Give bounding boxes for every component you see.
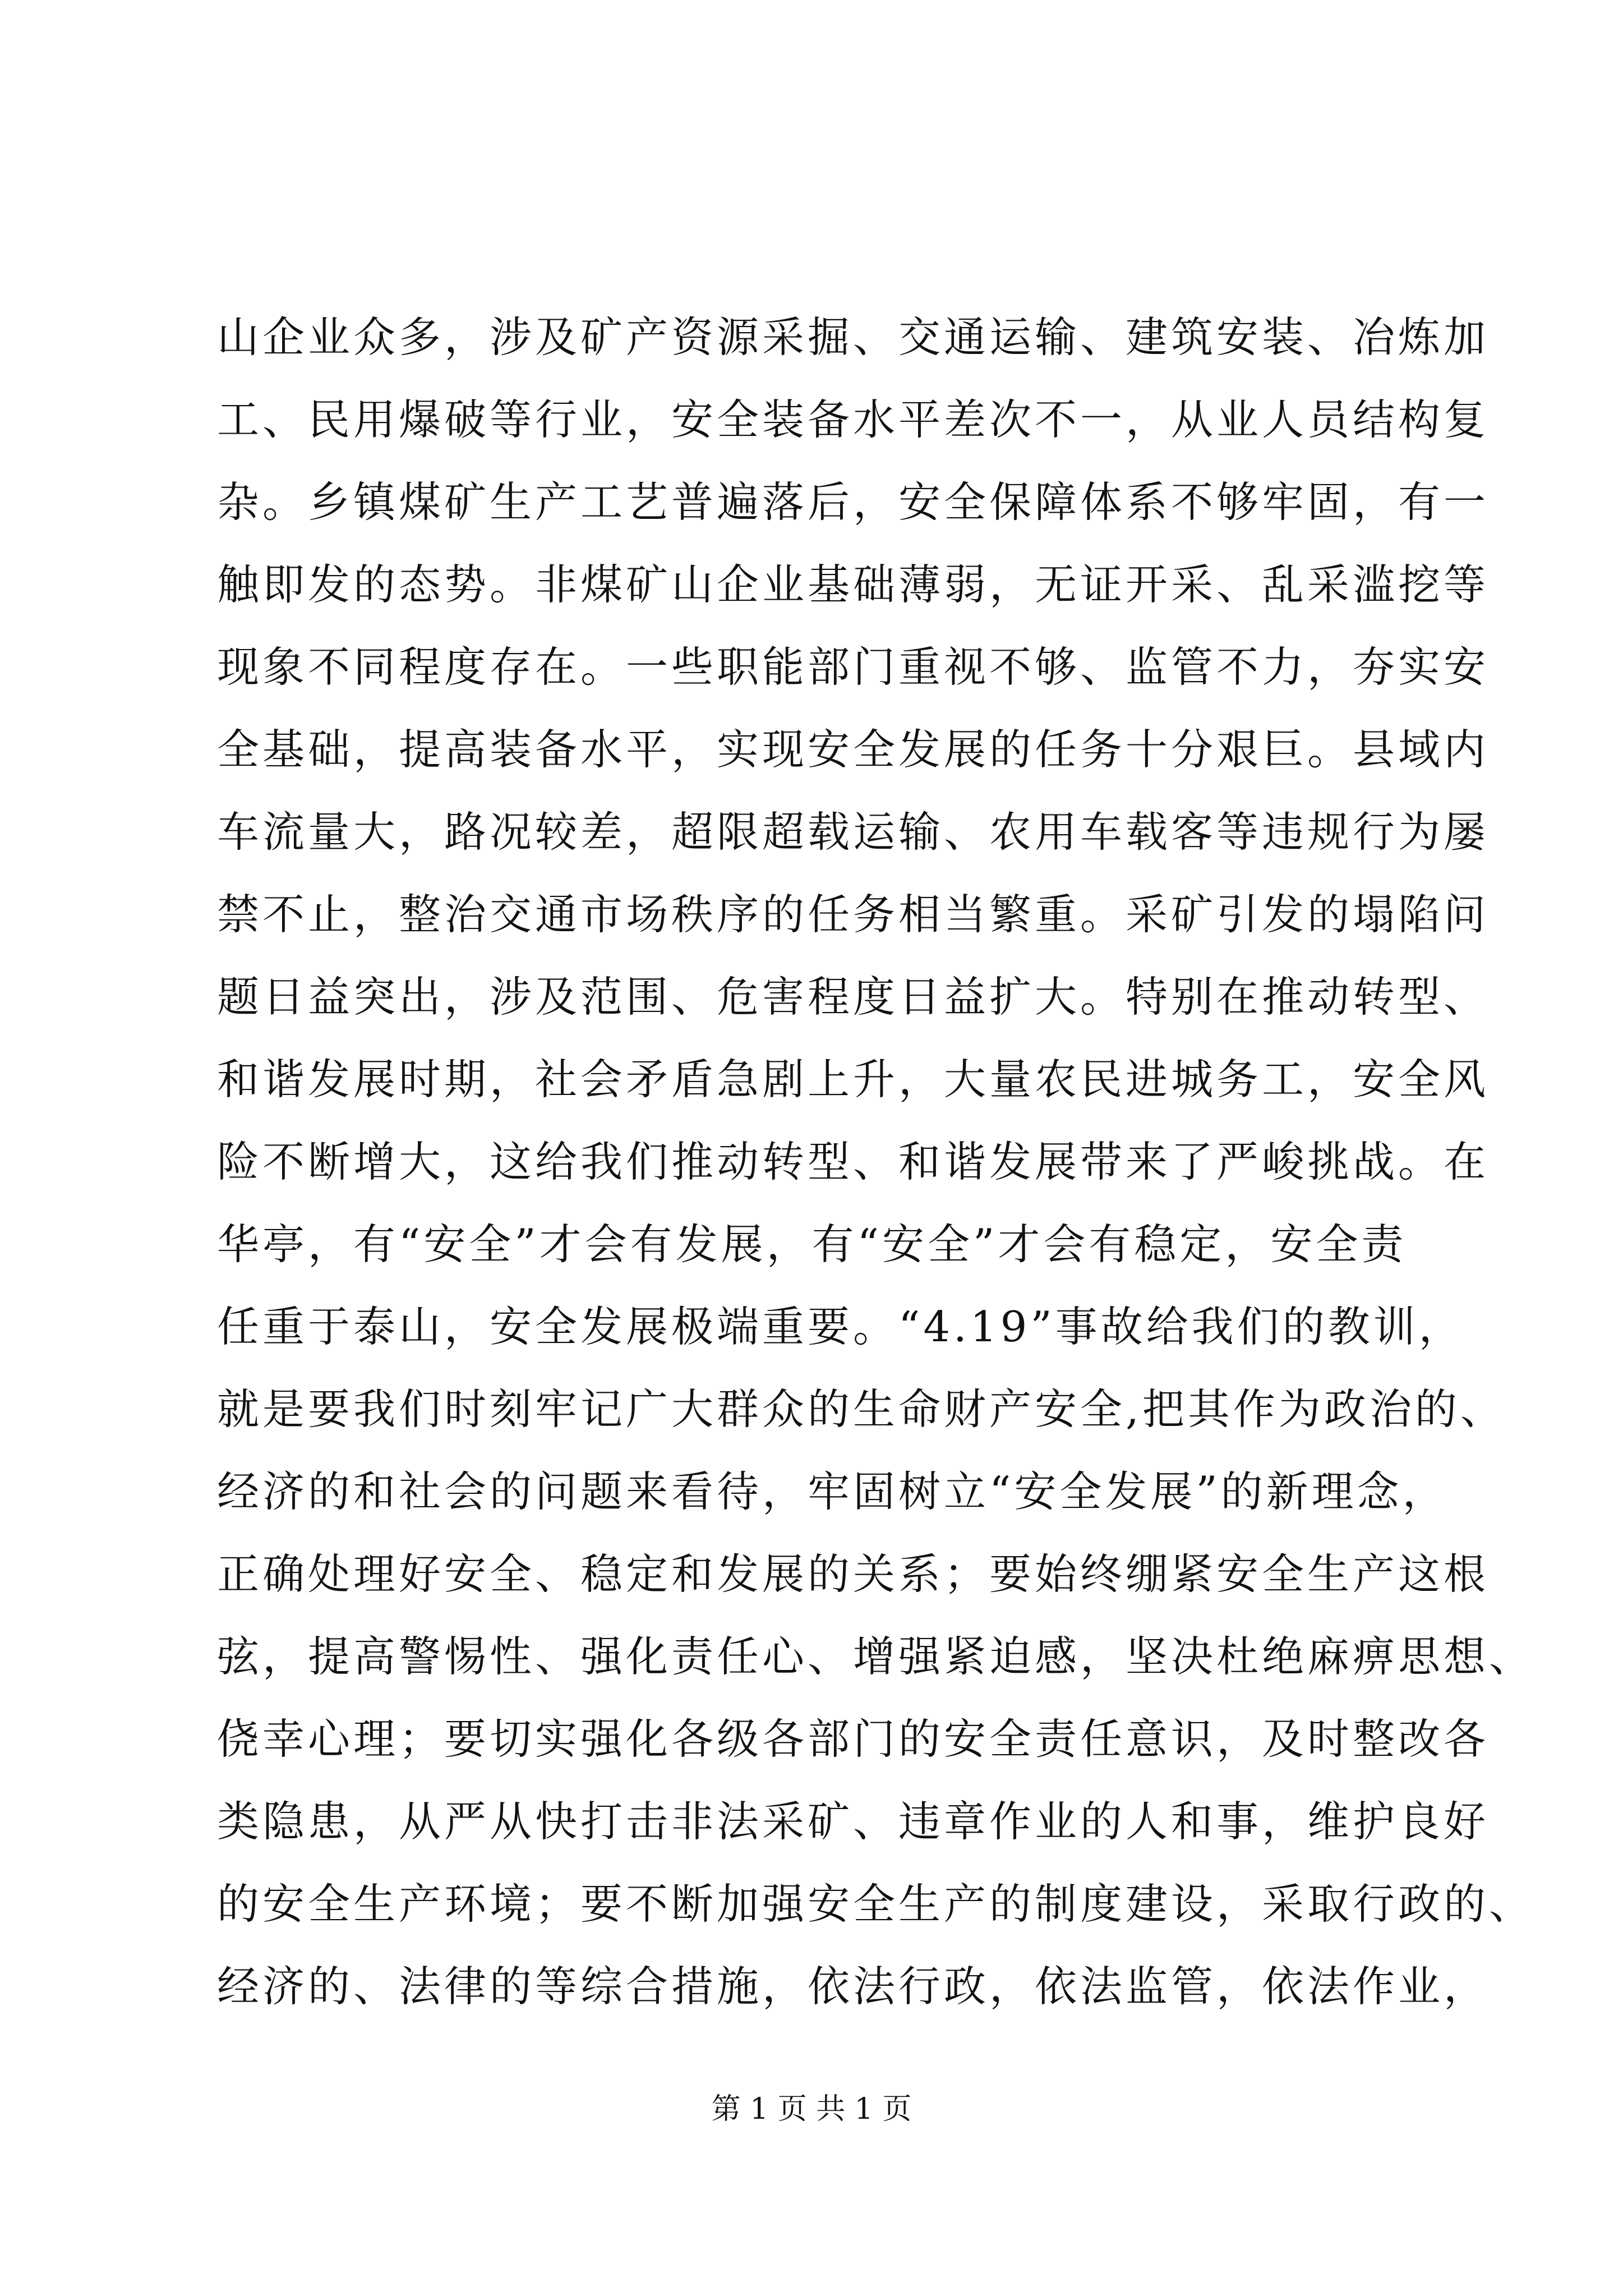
text-line: 杂。乡镇煤矿生产工艺普遍落后，安全保障体系不够牢固，有一 [217,477,1490,527]
text-line: 经济的和社会的问题来看待，牢固树立“安全发展”的新理念， [217,1467,1448,1516]
text-line: 现象不同程度存在。一些职能部门重视不够、监管不力，夯实安 [217,642,1490,692]
text-line: 禁不止，整治交通市场秩序的任务相当繁重。采矿引发的塌陷问 [217,890,1490,939]
page-number-label: 第 1 页 共 1 页 [711,2092,912,2126]
text-line: 险不断增大，这给我们推动转型、和谐发展带来了严峻挑战。在 [217,1137,1490,1186]
text-line: 和谐发展时期，社会矛盾急剧上升，大量农民进城务工，安全风 [217,1055,1490,1104]
text-line: 经济的、法律的等综合措施，依法行政，依法监管，依法作业， [217,1962,1490,2011]
text-line: 类隐患，从严从快打击非法采矿、违章作业的人和事，维护良好 [217,1797,1490,1846]
text-line: 正确处理好安全、稳定和发展的关系；要始终绷紧安全生产这根 [217,1549,1490,1599]
text-line: 工、民用爆破等行业，安全装备水平差次不一，从业人员结构复 [217,395,1490,444]
text-line: 弦，提高警惕性、强化责任心、增强紧迫感，坚决杜绝麻痹思想、 [217,1632,1535,1681]
text-line: 任重于泰山，安全发展极端重要。“4.19”事故给我们的教训， [217,1302,1464,1351]
text-line: 就是要我们时刻牢记广大群众的生命财产安全,把其作为政治的、 [217,1384,1506,1434]
text-line: 的安全生产环境；要不断加强安全生产的制度建设，采取行政的、 [217,1879,1535,1929]
text-line: 车流量大，路况较差，超限超载运输、农用车载客等违规行为屡 [217,807,1490,857]
text-line: 题日益突出，涉及范围、危害程度日益扩大。特别在推动转型、 [217,972,1490,1022]
text-line: 山企业众多，涉及矿产资源采掘、交通运输、建筑安装、冶炼加 [217,312,1490,362]
body-text [217,296,1535,2028]
page-footer [0,2087,1623,2132]
text-line: 侥幸心理；要切实强化各级各部门的安全责任意识，及时整改各 [217,1714,1490,1764]
text-line: 华亭，有“安全”才会有发展，有“安全”才会有稳定，安全责 [217,1220,1407,1269]
text-line: 全基础，提高装备水平，实现安全发展的任务十分艰巨。县域内 [217,725,1490,774]
text-line: 触即发的态势。非煤矿山企业基础薄弱，无证开采、乱采滥挖等 [217,560,1490,609]
